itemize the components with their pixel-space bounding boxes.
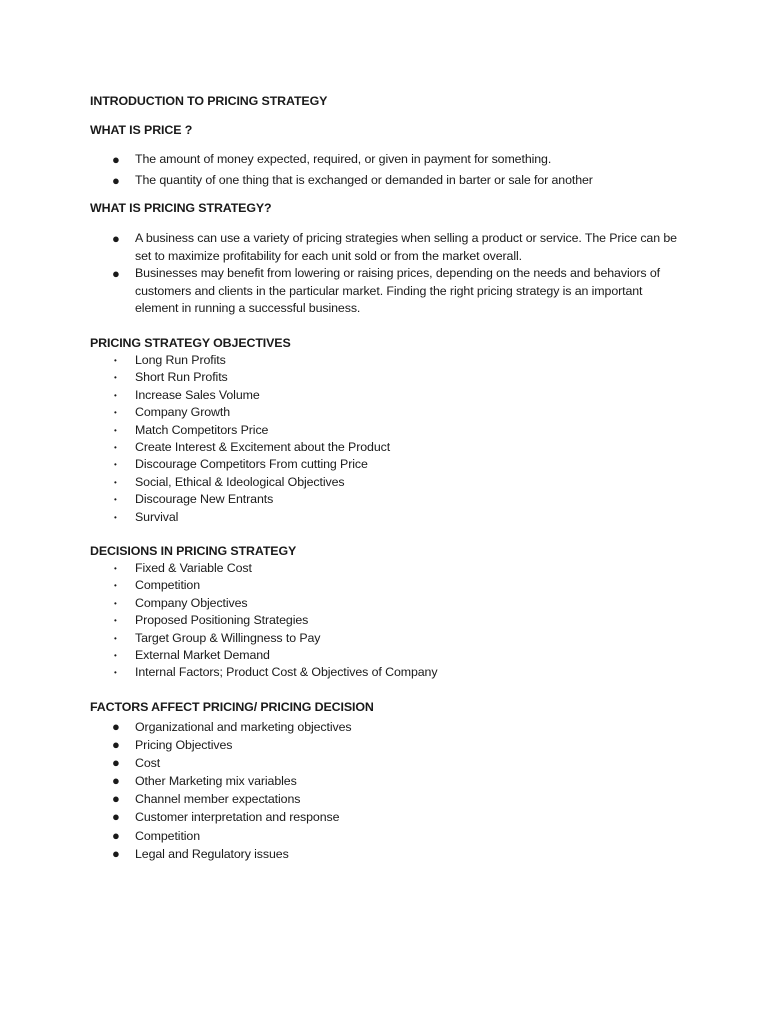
list-item xyxy=(90,151,690,169)
list-item-text: Competition xyxy=(135,578,201,593)
bullet-icon: ● xyxy=(112,266,120,281)
bullet-icon: • xyxy=(114,460,117,470)
list-item xyxy=(90,560,690,577)
section-factors xyxy=(90,699,690,863)
bullet-icon: • xyxy=(114,390,117,400)
document-title-block xyxy=(90,93,690,110)
bullet-icon: • xyxy=(114,581,117,591)
list-item-text: Customer interpretation and response xyxy=(135,810,340,825)
section-heading: WHAT IS PRICE ? xyxy=(90,123,193,137)
list-item-text: External Market Demand xyxy=(135,648,270,663)
list-item-text: The amount of money expected, required, or given in payment for something. xyxy=(135,152,552,166)
what-is-price-list xyxy=(90,151,690,189)
section-heading: PRICING STRATEGY OBJECTIVES xyxy=(90,336,291,350)
list-item-text: Internal Factors; Product Cost & Objectives of Company xyxy=(135,665,438,680)
list-item xyxy=(90,664,690,681)
list-item xyxy=(90,630,690,647)
list-item xyxy=(90,772,690,790)
list-item xyxy=(90,404,690,421)
list-item xyxy=(90,172,690,190)
bullet-icon: • xyxy=(114,651,117,661)
list-item xyxy=(90,422,690,439)
list-item-text: Match Competitors Price xyxy=(135,422,269,437)
bullet-icon: • xyxy=(114,443,117,453)
bullet-icon: • xyxy=(114,633,117,643)
list-item-text: Create Interest & Excitement about the Product xyxy=(135,440,391,455)
bullet-icon: ● xyxy=(112,827,120,843)
list-item-text: Target Group & Willingness to Pay xyxy=(135,630,321,645)
list-item-text: Discourage New Entrants xyxy=(135,492,274,507)
list-item xyxy=(90,230,681,265)
list-item-text: Cost xyxy=(135,756,161,771)
bullet-icon: • xyxy=(114,356,117,365)
list-item xyxy=(90,790,690,808)
list-item xyxy=(90,577,690,594)
list-item xyxy=(90,754,690,772)
list-item-text: Legal and Regulatory issues xyxy=(135,846,289,861)
list-item xyxy=(90,491,690,508)
section-decisions xyxy=(90,543,690,682)
bullet-icon: ● xyxy=(112,737,120,753)
factors-list xyxy=(90,718,690,863)
list-item-text: Pricing Objectives xyxy=(135,738,233,753)
bullet-icon: • xyxy=(114,408,117,418)
bullet-icon: • xyxy=(114,616,117,626)
list-item xyxy=(90,352,690,369)
what-is-pricing-strategy-list xyxy=(90,230,690,318)
list-item-text: Organizational and marketing objectives xyxy=(135,720,352,734)
bullet-icon: • xyxy=(114,425,117,435)
list-item-text: Company Growth xyxy=(135,405,231,420)
objectives-list xyxy=(90,352,690,526)
list-item-text: Survival xyxy=(135,509,179,524)
bullet-icon: ● xyxy=(112,172,120,188)
bullet-icon: • xyxy=(114,477,117,487)
list-item-text: Channel member expectations xyxy=(135,792,301,807)
section-heading: DECISIONS IN PRICING STRATEGY xyxy=(90,544,297,558)
bullet-icon: ● xyxy=(112,152,120,167)
list-item xyxy=(90,647,690,664)
bullet-icon: ● xyxy=(112,809,120,825)
bullet-icon: • xyxy=(114,495,117,505)
bullet-icon: ● xyxy=(112,231,120,246)
list-item-text: The quantity of one thing that is exchanged or demanded in barter or sale for another xyxy=(135,172,593,187)
bullet-icon: ● xyxy=(112,773,120,789)
section-what-is-pricing-strategy xyxy=(90,200,690,217)
list-item xyxy=(90,509,690,526)
list-item xyxy=(90,718,690,736)
bullet-icon: • xyxy=(114,512,117,522)
list-item xyxy=(90,845,690,863)
bullet-icon: • xyxy=(114,373,117,383)
bullet-icon: ● xyxy=(112,755,120,771)
list-item-text: Competition xyxy=(135,828,201,843)
list-item xyxy=(90,808,690,826)
list-item xyxy=(90,387,690,404)
list-item xyxy=(90,369,690,386)
section-heading: WHAT IS PRICING STRATEGY? xyxy=(90,201,272,215)
list-item-text: Social, Ethical & Ideological Objectives xyxy=(135,474,345,489)
list-item xyxy=(90,736,690,754)
list-item-text: Discourage Competitors From cutting Price xyxy=(135,457,368,472)
decisions-list xyxy=(90,560,690,682)
section-objectives xyxy=(90,335,690,526)
bullet-icon: ● xyxy=(112,719,120,734)
bullet-icon: • xyxy=(114,564,117,573)
list-item xyxy=(90,456,690,473)
list-item xyxy=(90,474,690,491)
bullet-icon: ● xyxy=(112,791,120,807)
list-item xyxy=(90,439,690,456)
list-item-text: Company Objectives xyxy=(135,595,248,610)
list-item-text: Increase Sales Volume xyxy=(135,387,260,402)
list-item-text: Businesses may benefit from lowering or raising prices, depending on the needs and behaviors of customers and clients in the particular market. Finding the right pricing strategy is an important element in running a successful business. xyxy=(135,266,660,315)
bullet-icon: ● xyxy=(112,845,120,861)
bullet-icon: • xyxy=(114,598,117,608)
list-item xyxy=(90,265,681,318)
list-item xyxy=(90,827,690,845)
list-item-text: Long Run Profits xyxy=(135,353,226,367)
bullet-icon: • xyxy=(114,668,117,678)
list-item-text: Fixed & Variable Cost xyxy=(135,561,252,575)
list-item-text: Short Run Profits xyxy=(135,370,228,385)
section-heading: FACTORS AFFECT PRICING/ PRICING DECISION xyxy=(90,700,374,714)
list-item xyxy=(90,595,690,612)
list-item-text: Proposed Positioning Strategies xyxy=(135,613,309,628)
document-title: INTRODUCTION TO PRICING STRATEGY xyxy=(90,94,328,108)
list-item-text: Other Marketing mix variables xyxy=(135,774,297,789)
list-item-text: A business can use a variety of pricing strategies when selling a product or service. The Price can be set to maximize profitability for each unit sold or from the market overall. xyxy=(135,231,677,263)
list-item xyxy=(90,612,690,629)
section-what-is-price xyxy=(90,122,690,139)
